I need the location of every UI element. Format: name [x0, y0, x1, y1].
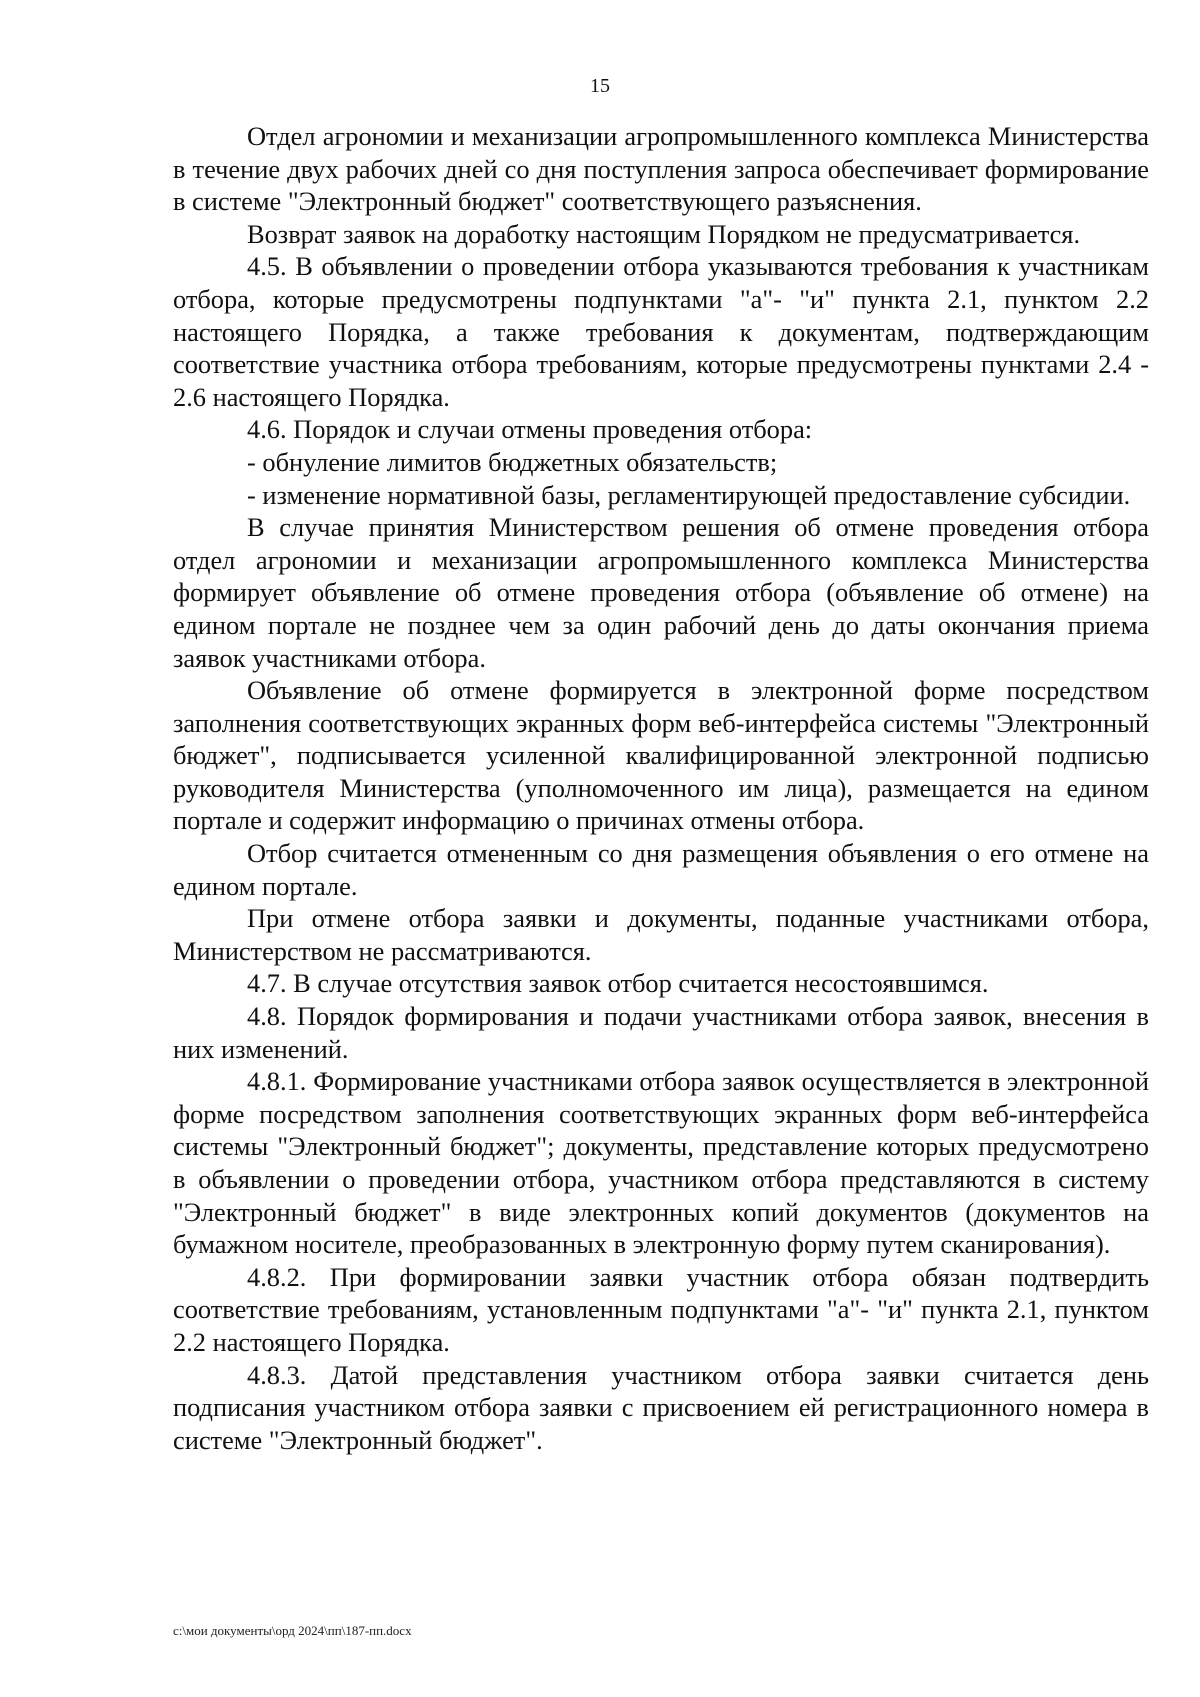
paragraph-agronomy-department-clarification: Отдел агрономии и механизации агропромышленного комплекса Министерства в течение двух рабочих дней со дня поступления запроса обеспечивает формирование в системе "Электронный бюджет" соответствующего разъяснения.: [173, 121, 1149, 217]
list-item-regulatory-change: - изменение нормативной базы, регламентирующей предоставление субсидии.: [247, 479, 1131, 510]
paragraph-4-8-3: 4.8.3. Датой представления участником отбора заявки считается день подписания участником отбора заявки с присвоением ей регистрационного номера в системе "Электронный бюджет".: [173, 1359, 1149, 1455]
paragraph-4-8-2: 4.8.2. При формировании заявки участник отбора обязан подтвердить соответствие требованиям, установленным подпунктами "а"- "и" пункта 2.1, пунктом 2.2 настоящего Порядка.: [173, 1261, 1149, 1357]
list-item-zeroing-limits: - обнуление лимитов бюджетных обязательств;: [247, 446, 778, 477]
paragraph-cancellation-decision: В случае принятия Министерством решения об отмене проведения отбора отдел агрономии и механизации агропромышленного комплекса Министерства формирует объявление об отмене проведения отбора (объявление об отмене) на едином портале не позднее чем за один рабочий день до даты окончания приема заявок участниками отбора.: [173, 512, 1149, 673]
paragraph-4-5: 4.5. В объявлении о проведении отбора указываются требования к участникам отбора, которые предусмотрены подпунктами "а"- "и" пункта 2.1, пунктом 2.2 настоящего Порядка, а также требования к документам, подтверждающим соответствие участника отбора требованиям, которые предусмотрены пунктами 2.4 - 2.6 настоящего Порядка.: [173, 251, 1149, 412]
paragraph-4-8: 4.8. Порядок формирования и подачи участниками отбора заявок, внесения в них изменений.: [173, 1001, 1149, 1064]
paragraph-no-return-of-applications: Возврат заявок на доработку настоящим Порядком не предусматривается.: [247, 218, 1081, 249]
paragraph-4-8-1: 4.8.1. Формирование участниками отбора заявок осуществляется в электронной форме посредством заполнения соответствующих экранных форм веб-интерфейса системы "Электронный бюджет"; документы, представление которых предусмотрено в объявлении о проведении отбора, участником отбора представляются в систему "Электронный бюджет" в виде электронных копий документов (документов на бумажном носителе, преобразованных в электронную форму путем сканирования).: [173, 1066, 1149, 1260]
paragraph-cancellation-announcement: Объявление об отмене формируется в электронной форме посредством заполнения соответствующих экранных форм веб-интерфейса системы "Электронный бюджет", подписывается усиленной квалифицированной электронной подписью руководителя Министерства (уполномоченного им лица), размещается на едином портале и содержит информацию о причинах отмены отбора.: [173, 675, 1149, 836]
page-number: 15: [590, 75, 610, 97]
document-body: [173, 120, 1149, 1456]
paragraph-4-6: 4.6. Порядок и случаи отмены проведения отбора:: [247, 414, 813, 445]
paragraph-applications-not-considered: При отмене отбора заявки и документы, поданные участниками отбора, Министерством не рассматриваются.: [173, 903, 1149, 966]
paragraph-cancellation-effective: Отбор считается отмененным со дня размещения объявления о его отмене на едином портале.: [173, 838, 1149, 901]
footer-file-path: c:\мои документы\орд 2024\пп\187-пп.docx: [173, 1623, 412, 1638]
paragraph-4-7: 4.7. В случае отсутствия заявок отбор считается несостоявшимся.: [247, 968, 989, 999]
